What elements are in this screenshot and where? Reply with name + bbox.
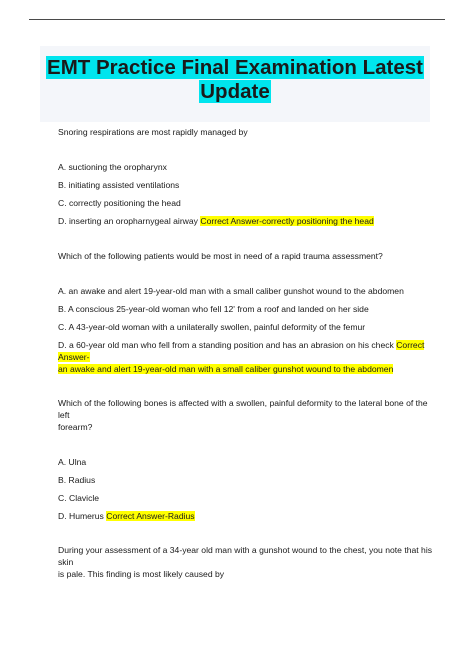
question-3-answer: Correct Answer-Radius <box>106 511 195 521</box>
question-3-option-d <box>58 510 438 522</box>
question-2-option-d-text: D. a 60-year old man who fell from a standing position and has an abrasion on his check <box>58 340 397 350</box>
question-4-prompt-line-1: During your assessment of a 34-year old man with a gunshot wound to the chest, you note that his skin <box>58 545 433 567</box>
question-1-prompt: Snoring respirations are most rapidly managed by <box>58 127 248 137</box>
question-3-option-a: A. Ulna <box>58 457 87 467</box>
question-2-prompt: Which of the following patients would be most in need of a rapid trauma assessment? <box>58 251 383 261</box>
question-2-answer-label: Correct Answer- <box>58 340 425 362</box>
document-body <box>58 124 438 580</box>
question-2-option-a: A. an awake and alert 19-year-old man with a small caliber gunshot wound to the abdomen <box>58 286 404 296</box>
top-rule <box>29 19 445 20</box>
title-line-2: Update <box>200 80 270 103</box>
question-1-option-a: A. suctioning the oropharynx <box>58 162 167 172</box>
title-line-1: EMT Practice Final Examination Latest <box>47 56 423 79</box>
question-3-prompt-line-1: Which of the following bones is affected with a swollen, painful deformity to the lateral bone of the left <box>58 398 428 420</box>
document-title <box>40 56 430 104</box>
question-2-option-c: C. A 43-year-old woman with a unilaterally swollen, painful deformity of the femur <box>58 322 366 332</box>
question-3-option-c: C. Clavicle <box>58 493 100 503</box>
question-2-option-b: B. A conscious 25-year-old woman who fell 12' from a roof and landed on her side <box>58 304 369 314</box>
question-1-option-d <box>58 215 438 227</box>
question-3-option-b: B. Radius <box>58 475 96 485</box>
question-1-option-b: B. initiating assisted ventilations <box>58 180 180 190</box>
question-2-option-d <box>58 339 438 375</box>
question-1-option-c: C. correctly positioning the head <box>58 198 181 208</box>
question-2-answer-text: an awake and alert 19-year-old man with a small caliber gunshot wound to the abdomen <box>58 364 394 374</box>
question-1-answer: Correct Answer-correctly positioning the head <box>200 216 374 226</box>
question-1-option-d-text: D. inserting an oropharnygeal airway <box>58 216 201 226</box>
question-3-prompt-line-2: forearm? <box>58 422 93 432</box>
question-3-option-d-text: D. Humerus <box>58 511 107 521</box>
question-4-prompt-line-2: is pale. This finding is most likely caused by <box>58 569 225 579</box>
